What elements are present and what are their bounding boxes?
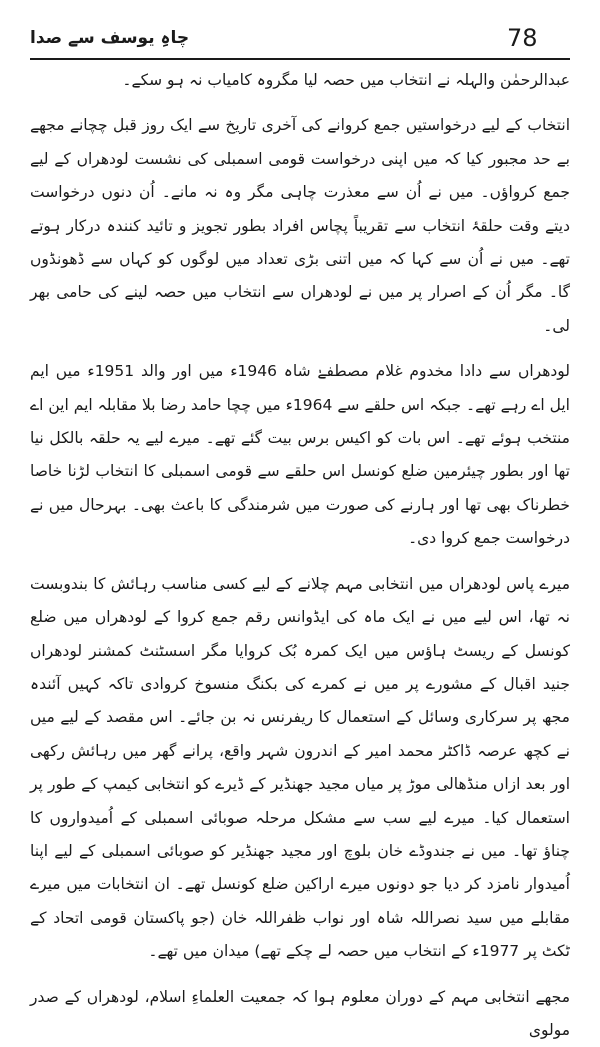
header-divider bbox=[30, 58, 570, 60]
paragraph-4: میرے پاس لودھراں میں انتخابی مہم چلانے کے لیے کسی مناسب رہائش کا بندوبست نہ تھا، اس لیے میں نے ایک ماہ کی ایڈوانس رقم جمع کروا کے لودھراں میں ضلع کونسل کے ریسٹ ہاؤس میں ایک کمرہ بُک کروایا مگر اسسٹنٹ کمشنر لودھراں جنید اقبال کے مشورے پر میں نے کمرے کی بکنگ منسوخ کروادی تاکہ کہیں آئندہ مجھ پر سرکاری وسائل کے استعمال کا ریفرنس نہ بن جائے۔ اس مقصد کے لیے میں نے کچھ عرصہ ڈاکٹر محمد امیر کے اندرون شہر واقع، پرانے گھر میں رہائش رکھی اور بعد ازاں منڈھالی موڑ پر میاں مجید جھنڈیر کے ڈیرے کو انتخابی کیمپ کے طور پر استعمال کیا۔ میرے لیے سب سے مشکل مرحلہ صوبائی اسمبلی کے اُمیدواروں کا چناؤ تھا۔ میں نے جندوڈے خان بلوچ اور مجید جھنڈیر کو صوبائی اسمبلی کے لیے اپنا اُمیدوار نامزد کر دیا جو دونوں میرے اراکین ضلع کونسل تھے۔ ان انتخابات میں میرے مقابلے میں سید نصراللہ شاہ اور نواب ظفراللہ خان (جو پاکستان قومی اتحاد کے ٹکٹ پر 1977ء کے انتخاب میں حصہ لے چکے تھے) میدان میں تھے۔ bbox=[30, 574, 570, 961]
running-title: چاہِ یوسف سے صدا bbox=[30, 28, 190, 48]
paragraph-3: لودھراں سے دادا مخدوم غلام مصطفےٰ شاہ 1946ء میں اور والد 1951ء میں ایم ایل اے رہے تھے۔ جبکہ اس حلقے سے 1964ء میں چچا حامد رضا بلا مقابلہ ایم این اے منتخب ہوئے تھے۔ اس بات کو اکیس برس بیت گئے تھے۔ میرے لیے یہ حلقہ بالکل نیا تھا اور بطور چیئرمین ضلع کونسل اس حلقے سے قومی اسمبلی کا انتخاب لڑنا خاصا خطرناک بھی تھا اور ہارنے کی صورت میں شرمندگی کا باعث بھی۔ بہرحال میں نے درخواست جمع کروا دی۔ bbox=[30, 362, 571, 548]
paragraph-1: عبدالرحمٰن والہلہ نے انتخاب میں حصہ لیا مگروہ کامیاب نہ ہو سکے۔ bbox=[122, 71, 570, 89]
page-header bbox=[30, 22, 565, 58]
page-number: 78 bbox=[507, 24, 538, 52]
paragraph-5: مجھے انتخابی مہم کے دوران معلوم ہوا کہ جمعیت العلماءِ اسلام، لودھراں کے صدر مولوی bbox=[30, 987, 570, 1039]
body-text bbox=[30, 64, 570, 1047]
paragraph-2: انتخاب کے لیے درخواستیں جمع کروانے کی آخری تاریخ سے ایک روز قبل چچانے مجھے بے حد مجبور کیا کہ میں اپنی درخواست قومی اسمبلی کی نشست لودھراں کے لیے جمع کرواؤں۔ میں نے اُن سے معذرت چاہی مگر وہ نہ مانے۔ اُن دنوں درخواست دیتے وقت حلقۂ انتخاب سے تقریباً پچاس افراد بطور تجویز و تائید کنندہ درکار ہوتے تھے۔ میں نے اُن سے کہا کہ میں اتنی بڑی تعداد میں لوگوں کو کہاں سے ڈھونڈوں گا۔ مگر اُن کے اصرار پر میں نے لودھراں سے انتخاب میں حصہ لینے کی حامی بھر لی۔ bbox=[30, 116, 570, 335]
